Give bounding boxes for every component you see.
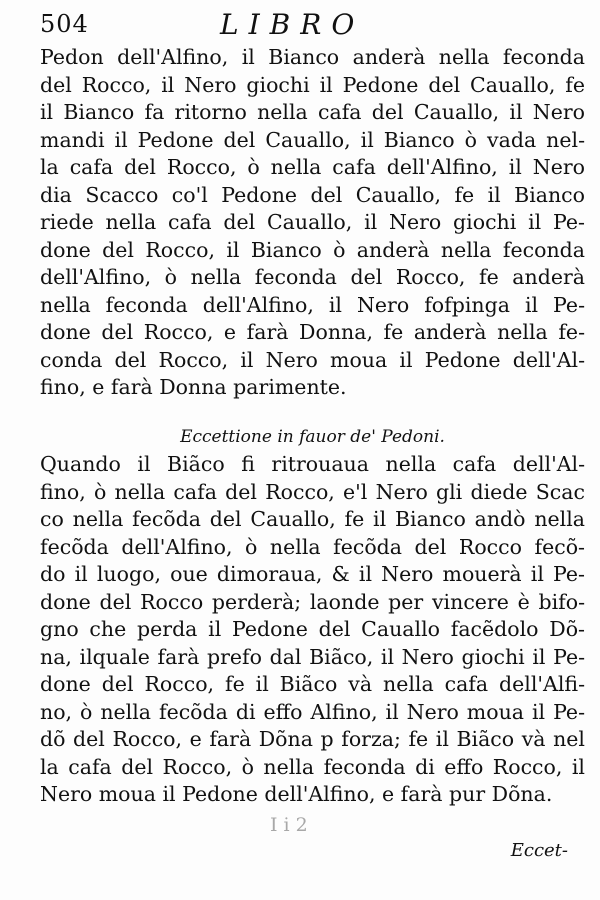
paragraph-1: [40, 44, 585, 402]
paragraph-2: [40, 451, 585, 809]
running-title: LIBRO: [220, 8, 365, 41]
text-line: del Rocco, il Nero giochi il Pedone del Cauallo, fe: [40, 72, 585, 97]
text-line: do il luogo, oue dimoraua, & il Nero mouerà il Pe-: [40, 562, 585, 586]
text-line: la cafa del Rocco, ò nella cafa dell'Alfino, il Nero: [40, 155, 585, 179]
text-line: fino, e farà Donna parimente.: [40, 375, 347, 399]
text-line: dõ del Rocco, e farà Dõna p forza; fe il Biãco và nel: [40, 727, 585, 751]
signature-mark: I i 2: [270, 814, 308, 836]
text-line: nella feconda dell'Alfino, il Nero fofpinga il Pe-: [40, 292, 585, 317]
text-line: co nella fecõda del Cauallo, fe il Bianco andò nella: [40, 507, 585, 531]
text-line: na, ilquale farà prefo dal Biãco, il Nero giochi il Pe-: [40, 644, 585, 669]
text-line: dia Scacco co'l Pedone del Cauallo, fe il Bianco: [40, 182, 585, 207]
text-line: no, ò nella fecõda di effo Alfino, il Nero moua il Pe-: [40, 699, 585, 724]
page-number: 504: [40, 10, 89, 38]
text-line: gno che perda il Pedone del Cauallo facẽdolo Dõ-: [40, 617, 585, 641]
text-line: done del Rocco perderà; laonde per vincere è bifo-: [40, 589, 585, 614]
text-line: mandi il Pedone del Cauallo, il Bianco ò vada nel-: [40, 127, 585, 152]
text-line: Pedon dell'Alfino, il Bianco anderà nella feconda: [40, 45, 585, 69]
text-line: la cafa del Rocco, ò nella feconda di effo Rocco, il: [40, 754, 585, 779]
text-line: Nero moua il Pedone dell'Alfino, e farà pur Dõna.: [40, 782, 553, 806]
text-line: done del Rocco, e farà Donna, fe anderà nella fe-: [40, 320, 585, 344]
text-line: Quando il Biãco fi ritrouaua nella cafa dell'Al-: [40, 452, 585, 476]
text-line: fecõda dell'Alfino, ò nella fecõda del Rocco fecõ-: [40, 534, 585, 559]
section-heading: Eccettione in fauor de' Pedoni.: [180, 427, 445, 447]
text-line: dell'Alfino, ò nella feconda del Rocco, fe anderà: [40, 265, 585, 289]
page-header: [40, 8, 580, 48]
catchword: Eccet-: [510, 840, 568, 861]
text-line: riede nella cafa del Cauallo, il Nero giochi il Pe-: [40, 210, 585, 234]
text-line: conda del Rocco, il Nero moua il Pedone dell'Al-: [40, 347, 585, 372]
text-line: fino, ò nella cafa del Rocco, e'l Nero gli diede Scac: [40, 479, 585, 504]
text-line: done del Rocco, il Bianco ò anderà nella feconda: [40, 237, 585, 262]
text-line: done del Rocco, fe il Biãco và nella cafa dell'Alfi-: [40, 672, 585, 696]
text-line: il Bianco fa ritorno nella cafa del Cauallo, il Nero: [40, 100, 585, 124]
